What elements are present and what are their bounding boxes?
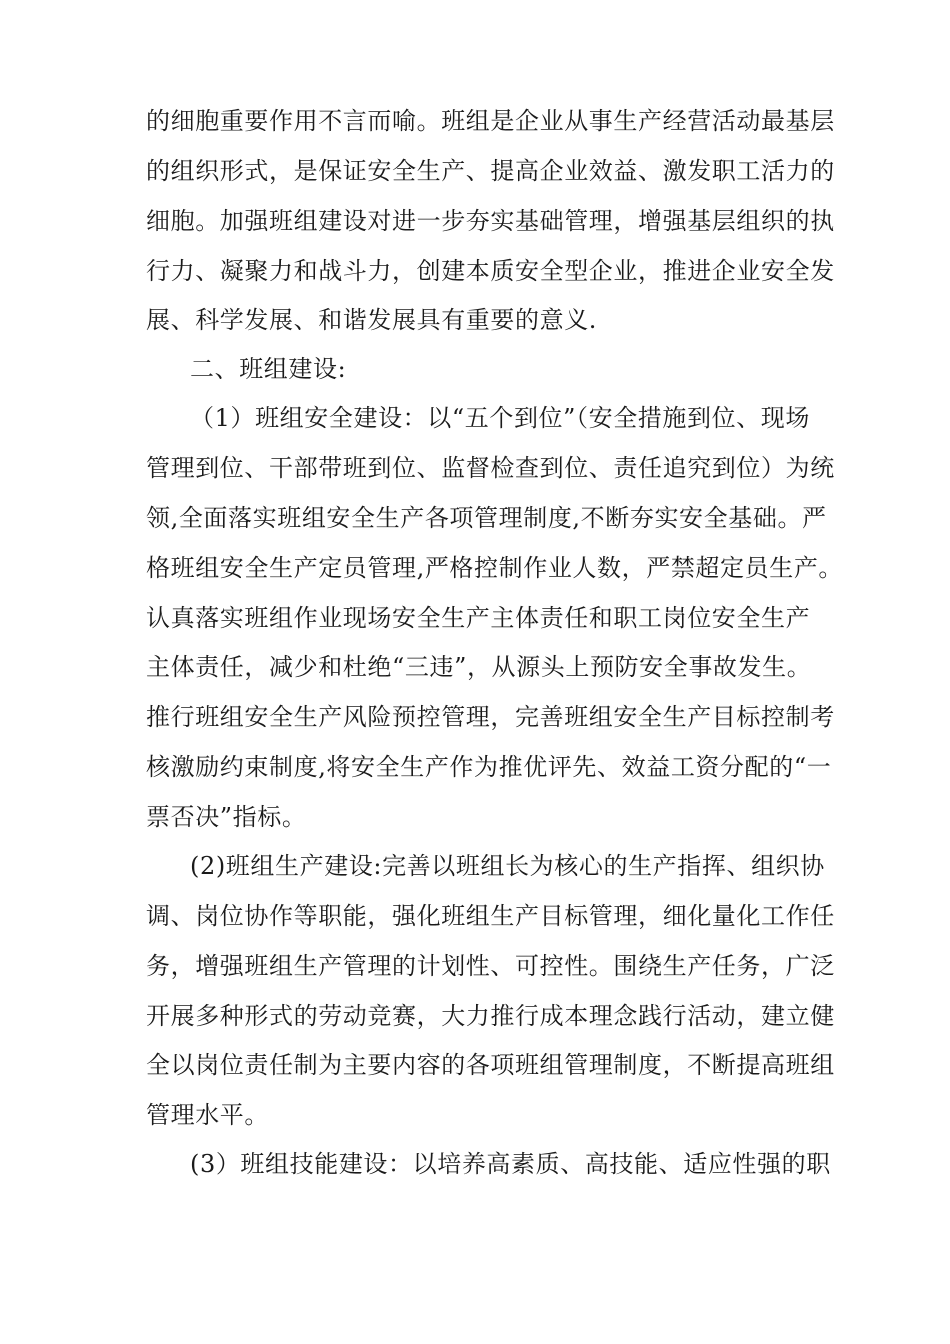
- body-line: 行力、凝聚力和战斗力，创建本质安全型企业，推进企业安全发: [146, 257, 835, 285]
- body-line: 细胞。加强班组建设对进一步夯实基础管理，增强基层组织的执: [146, 207, 835, 235]
- body-line: 格班组安全生产定员管理,严格控制作业人数，严禁超定员生产。: [146, 554, 844, 582]
- body-line: 核激励约束制度,将安全生产作为推优评先、效益工资分配的“一: [146, 753, 832, 781]
- body-line: 认真落实班组作业现场安全生产主体责任和职工岗位安全生产: [146, 604, 811, 632]
- paragraph-start-line: (2)班组生产建设:完善以班组长为核心的生产指挥、组织协: [190, 852, 825, 880]
- body-line: 开展多种形式的劳动竞赛，大力推行成本理念践行活动，建立健: [146, 1002, 835, 1030]
- body-line: 调、岗位协作等职能，强化班组生产目标管理，细化量化工作任: [146, 902, 835, 930]
- body-line: 务，增强班组生产管理的计划性、可控性。围绕生产任务，广泛: [146, 952, 835, 980]
- body-line: 的组织形式，是保证安全生产、提高企业效益、激发职工活力的: [146, 157, 835, 185]
- section-heading: 二、班组建设:: [190, 355, 347, 383]
- body-line: 全以岗位责任制为主要内容的各项班组管理制度，不断提高班组: [146, 1051, 835, 1079]
- body-line: 推行班组安全生产风险预控管理，完善班组安全生产目标控制考: [146, 703, 835, 731]
- body-line: 管理水平。: [146, 1101, 269, 1129]
- body-line: 主体责任，减少和杜绝“三违”，从源头上预防安全事故发生。: [146, 653, 812, 681]
- body-line: 票否决”指标。: [146, 803, 307, 831]
- body-line: 领,全面落实班组安全生产各项管理制度,不断夯实安全基础。严: [146, 504, 827, 532]
- paragraph-start-line: (3）班组技能建设：以培养高素质、高技能、适应性强的职: [190, 1150, 831, 1178]
- body-line: 展、科学发展、和谐发展具有重要的意义.: [146, 306, 598, 334]
- body-line: 管理到位、干部带班到位、监督检查到位、责任追究到位）为统: [146, 454, 835, 482]
- paragraph-start-line: （1）班组安全建设：以“五个到位”（安全措施到位、现场: [190, 404, 811, 432]
- body-line: 的细胞重要作用不言而喻。班组是企业从事生产经营活动最基层: [146, 107, 835, 135]
